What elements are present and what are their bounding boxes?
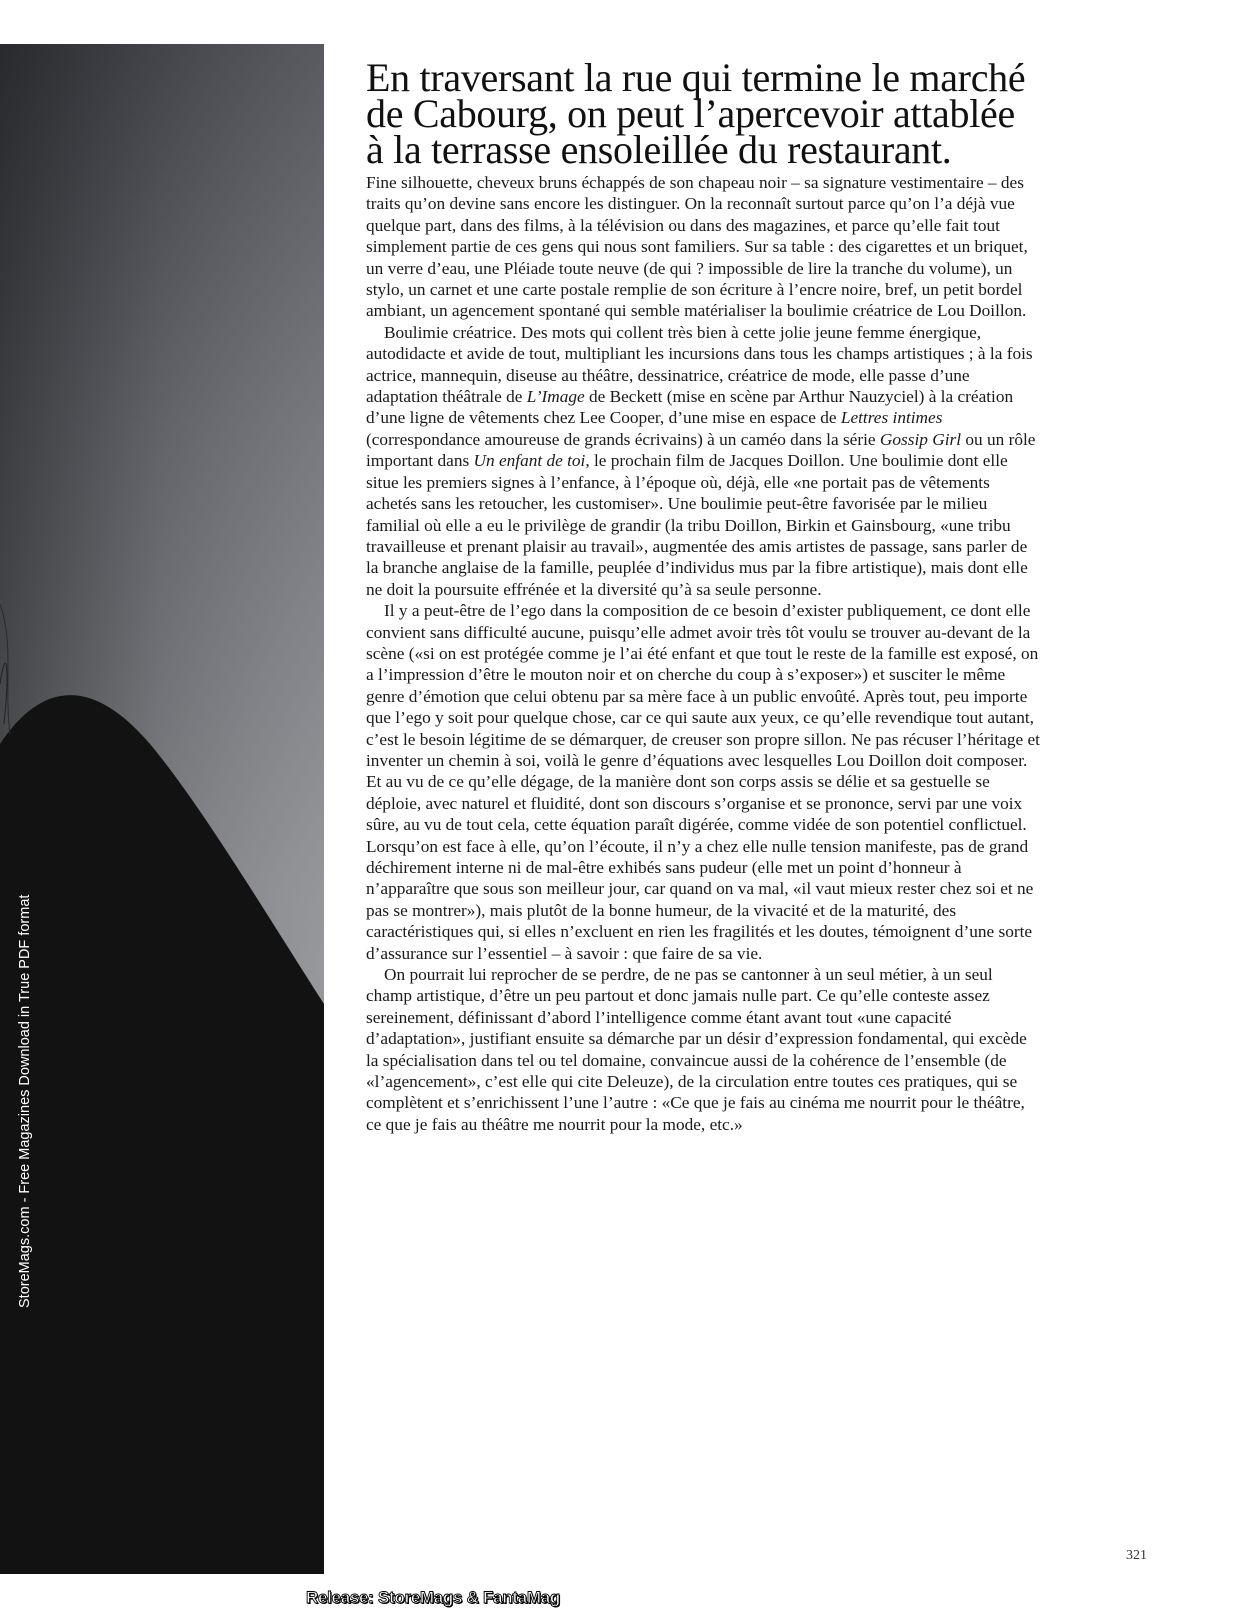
- release-credit: Release: StoreMags & FantaMag: [306, 1588, 560, 1607]
- paragraph-text: Il y a peut-être de l’ego dans la composition de ce besoin d’exister publiquement, ce dont elle convient sans difficulté aucune, puisqu’elle admet avoir très tôt voulu se trouver au-devant de la scène («si on est protégée comme je l’ai été enfant et que tout le reste de la famille est exposé, on a l’impression d’être le mouton noir et on cherche du coup à s’exposer») et susciter le même genre d’émotion que celui obtenu par sa mère face à un public envoûté. Après tout, peu importe que l’ego y soit pour quelque chose, car ce qui saute aux yeux, ce qu’elle revendique tout autant, c’est le besoin légitime de se démarquer, de creuser son propre sillon. Ne pas récuser l’héritage et inventer un chemin à soi, voilà le genre d’équations avec lesquelles Lou Doillon doit composer. Et au vu de ce qu’elle dégage, de la manière dont son corps assis se délie et sa gestuelle se déploie, avec naturel et fluidité, dont son discours s’organise et se prononce, servi par une voix sûre, au vu de tout cela, cette équation paraît digérée, comme vidée de son potentiel conflictuel. Lorsqu’on est face à elle, qu’on l’écoute, il n’y a chez elle nulle tension manifeste, pas de grand déchirement interne ni de mal-être exhibés sans pudeur (elle met un point d’honneur à n’apparaître que sous son meilleur jour, car quand on va mal, «il vaut mieux rester chez soi et ne pas se montrer»), mais plutôt de la bonne humeur, de la vivacité et de la maturité, des caractéristiques qui, si elles n’excluent en rien les fragilités et les doutes, témoignent d’une sorte d’assurance sur l’essentiel – à savoir : que faire de sa vie.: [366, 601, 1040, 963]
- page-number: 321: [1126, 1548, 1147, 1563]
- article-headline: En traversant la rue qui termine le marché de Cabourg, on peut l’apercevoir attablée à la terrasse ensoleillée du restaurant.: [366, 55, 1026, 172]
- italic-title: Gossip Girl: [879, 429, 962, 449]
- portrait-photo-graphic: [0, 44, 324, 1574]
- article-paragraph: [366, 172, 1042, 322]
- article: [366, 55, 1042, 1135]
- paragraph-text: , le prochain film de Jacques Doillon. Une boulimie dont elle situe les premiers signes à l’enfance, à l’époque où, déjà, elle «ne portait pas de vêtements achetés sans les retoucher, les customiser». Une boulimie peut-être favorisée par le milieu familial où elle a eu le privilège de grandir (la tribu Doillon, Birkin et Gainsbourg, «une tribu travailleuse et prenant plaisir au travail», augmentée des amis artistes de passage, sans parler de la branche anglaise de la famille, peuplée d’individus mus par la fibre artistique), mais dont elle ne doit la poursuite effrénée et la diversité qu’à sa seule personne.: [366, 451, 1028, 599]
- article-paragraph: [366, 600, 1042, 964]
- italic-title: Un enfant de toi: [473, 451, 586, 471]
- paragraph-text: (correspondance amoureuse de grands écrivains) à un caméo dans la série: [366, 429, 880, 449]
- paragraph-text: On pourrait lui reprocher de se perdre, de ne pas se cantonner à un seul métier, à un seul champ artistique, d’être un peu partout et donc jamais nulle part. Ce qu’elle conteste assez sereinement, définissant d’abord l’intelligence comme étant avant tout «une capacité d’adaptation», justifiant ensuite sa démarche par un désir d’expression fondamental, qui excède la spécialisation dans tel ou tel domaine, convaincue aussi de la cohérence de l’ensemble (de «l’agencement», c’est elle qui cite Deleuze), de la circulation entre toutes ces pratiques, qui se complètent et s’enrichissent l’une l’autre : «Ce que je fais au cinéma me nourrit pour le théâtre, ce que je fais au théâtre me nourrit pour la mode, etc.»: [366, 965, 1027, 1134]
- article-paragraph: [366, 964, 1042, 1135]
- portrait-photo: [0, 44, 324, 1574]
- paragraph-text: de Beckett (mise en scène par Arthur Nauzyciel) à la création d’une ligne de vêtements chez Lee Cooper, d’une mise en espace de: [366, 387, 1014, 428]
- article-paragraph: [366, 322, 1042, 600]
- article-body: [366, 172, 1042, 1135]
- italic-title: Lettres intimes: [840, 408, 943, 428]
- paragraph-text: Boulimie créatrice. Des mots qui collent très bien à cette jolie jeune femme énergique, autodidacte et avide de tout, multipliant les incursions dans tous les champs artistiques ; à la fois actrice, mannequin, diseuse au théâtre, dessinatrice, créatrice de mode, elle passe d’une adaptation théâtrale de: [366, 322, 1033, 407]
- sidebar-watermark: StoreMags.com - Free Magazines Download in True PDF format: [17, 894, 33, 1308]
- italic-title: L’Image: [526, 387, 585, 407]
- paragraph-text: Fine silhouette, cheveux bruns échappés de son chapeau noir – sa signature vestimentaire – des traits qu’on devine sans encore les distinguer. On la reconnaît surtout parce qu’on l’a déjà vue quelque part, dans des films, à la télévision ou dans des magazines, et parce qu’elle fait tout simplement partie de ces gens qui nous sont familiers. Sur sa table : des cigarettes et un briquet, un verre d’eau, une Pléiade toute neuve (de qui ? impossible de lire la tranche du volume), un stylo, un carnet et une carte postale remplie de son écriture à l’encre noire, bref, un petit bordel ambiant, un agencement spontané qui semble matérialiser la boulimie créatrice de Lou Doillon.: [366, 173, 1028, 321]
- paragraph-text: ou un rôle important dans: [366, 429, 1036, 471]
